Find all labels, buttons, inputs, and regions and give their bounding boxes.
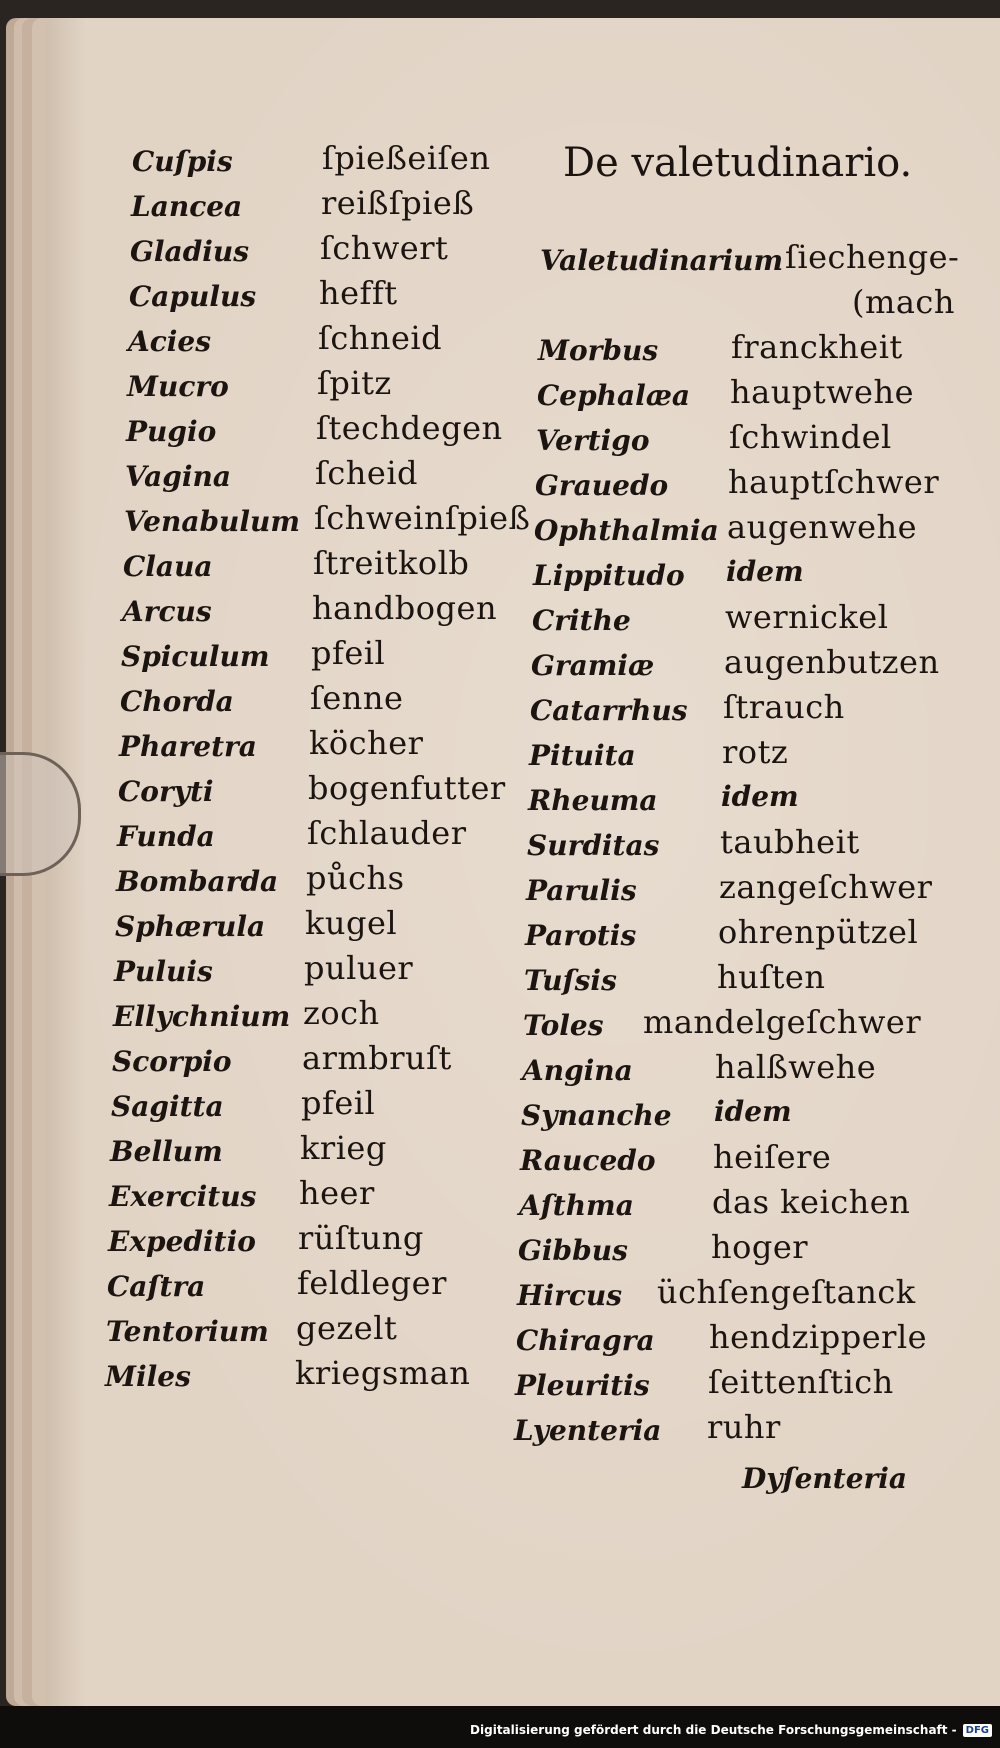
latin-term: Miles [105, 1360, 191, 1393]
latin-term: Venabulum [124, 505, 301, 538]
digitization-credit [470, 1720, 992, 1740]
german-translation: ſchweinſpieß [314, 499, 531, 537]
latin-term: Crithe [532, 604, 631, 637]
german-translation: ſiechenge- [785, 238, 960, 276]
german-translation: idem [721, 780, 799, 813]
latin-term: Lyenteria [514, 1414, 662, 1447]
german-translation: armbruſt [302, 1039, 452, 1077]
latin-term: Mucro [127, 370, 229, 403]
latin-term: Sphærula [115, 910, 266, 943]
german-translation: hefft [319, 274, 398, 312]
german-translation: feldleger [297, 1264, 447, 1302]
latin-term: Expeditio [108, 1225, 256, 1258]
latin-term: Sagitta [111, 1090, 224, 1123]
latin-term: Surditas [527, 829, 660, 862]
latin-term: Raucedo [520, 1144, 656, 1177]
german-translation: halßwehe [715, 1048, 877, 1086]
german-translation: krieg [300, 1129, 387, 1167]
german-translation: reißſpieß [321, 184, 475, 222]
german-translation: idem [726, 555, 804, 588]
latin-term: Spiculum [121, 640, 270, 673]
latin-term: Tentorium [106, 1315, 269, 1348]
german-translation: ſchwindel [729, 418, 892, 456]
latin-term: Parotis [525, 919, 637, 952]
german-translation: ſtreitkolb [313, 544, 470, 582]
latin-term: Lippitudo [533, 559, 685, 592]
latin-term: Grauedo [535, 469, 669, 502]
german-translation: augenbutzen [724, 643, 940, 681]
german-translation: hauptwehe [730, 373, 915, 411]
german-translation: kugel [305, 904, 398, 942]
latin-term: Funda [117, 820, 215, 853]
latin-term: Gramiæ [531, 649, 655, 682]
german-translation: mandelgeſchwer [643, 1003, 922, 1041]
latin-term: Valetudinarium [540, 244, 784, 277]
german-translation: zoch [303, 994, 380, 1032]
latin-term: Vertigo [536, 424, 650, 457]
latin-term: Rheuma [528, 784, 658, 817]
latin-term: Claua [123, 550, 213, 583]
german-translation: ſenne [310, 679, 404, 717]
latin-term: Exercitus [109, 1180, 257, 1213]
latin-term: Gibbus [518, 1234, 628, 1267]
german-translation: hendzipperle [709, 1318, 928, 1356]
german-translation: taubheit [720, 823, 860, 861]
latin-term: Angina [522, 1054, 633, 1087]
german-translation: ohrenpützel [718, 913, 919, 951]
german-translation: köcher [309, 724, 424, 762]
german-translation: ſcheid [315, 454, 419, 492]
german-translation: pfeil [311, 634, 386, 672]
german-translation: půchs [306, 859, 405, 897]
german-translation: heer [299, 1174, 375, 1212]
german-translation: bogenfutter [308, 769, 506, 807]
latin-term: Caſtra [107, 1270, 206, 1303]
german-translation: ſeittenſtich [708, 1363, 894, 1401]
latin-term: Scorpio [112, 1045, 232, 1078]
german-translation: ruhr [707, 1408, 781, 1446]
german-translation: ſpießeiſen [322, 139, 491, 177]
latin-term: Aſthma [519, 1189, 634, 1222]
german-translation: idem [714, 1095, 792, 1128]
latin-term: Pituita [529, 739, 636, 772]
german-translation: franckheit [731, 328, 903, 366]
latin-term: Pharetra [119, 730, 257, 763]
german-translation: üchſengeſtanck [657, 1273, 916, 1311]
latin-term: Ellychnium [113, 1000, 291, 1033]
german-translation: hoger [711, 1228, 809, 1266]
german-translation: wernickel [725, 598, 889, 636]
latin-term: Pugio [126, 415, 217, 448]
latin-term: Synanche [521, 1099, 672, 1132]
german-translation: gezelt [296, 1309, 398, 1347]
dfg-logo: DFG [963, 1724, 992, 1737]
german-translation: kriegsman [295, 1354, 471, 1392]
latin-term: Parulis [526, 874, 637, 907]
latin-term: Chiragra [516, 1324, 655, 1357]
german-translation: handbogen [312, 589, 498, 627]
latin-term: Gladius [130, 235, 250, 268]
german-translation: zangeſchwer [719, 868, 933, 906]
section-heading: De valetudinario. [563, 140, 913, 186]
latin-term: Tuſsis [524, 964, 617, 997]
latin-term: Morbus [538, 334, 659, 367]
latin-term: Cuſpis [132, 145, 233, 178]
german-translation: ſchlauder [307, 814, 467, 852]
german-translation: rüſtung [298, 1219, 424, 1257]
latin-term: Chorda [120, 685, 234, 718]
german-translation: ſchwert [320, 229, 449, 267]
german-translation: heiſere [713, 1138, 832, 1176]
latin-term: Toles [523, 1009, 604, 1042]
german-translation: ſtechdegen [316, 409, 503, 447]
latin-term: Ophthalmia [534, 514, 719, 547]
latin-term: Pleuritis [515, 1369, 650, 1402]
latin-term: Puluis [114, 955, 213, 988]
german-translation: ſchneid [318, 319, 443, 357]
latin-term: Bellum [110, 1135, 223, 1168]
latin-term: Arcus [122, 595, 212, 628]
german-translation: das keichen [712, 1183, 911, 1221]
german-translation: ſpitz [317, 364, 392, 402]
german-translation: rotz [722, 733, 789, 771]
latin-term: Bombarda [116, 865, 279, 898]
german-translation: pfeil [301, 1084, 376, 1122]
german-translation: huſten [717, 958, 826, 996]
latin-term: Capulus [129, 280, 257, 313]
latin-term: Cephalæa [537, 379, 691, 412]
german-translation: augenwehe [727, 508, 918, 546]
latin-term: Vagina [125, 460, 232, 493]
latin-term: Lancea [131, 190, 243, 223]
latin-term: Coryti [118, 775, 214, 808]
latin-term: Catarrhus [530, 694, 688, 727]
latin-term: Acies [128, 325, 211, 358]
credit-text: Digitalisierung gefördert durch die Deutsche Forschungsgemeinschaft - [470, 1723, 957, 1737]
german-translation: ſtrauch [723, 688, 845, 726]
catchword: Dyſenteria [742, 1462, 908, 1495]
german-translation: puluer [304, 949, 414, 987]
german-translation: hauptſchwer [728, 463, 940, 501]
german-translation: (mach [852, 283, 955, 321]
latin-term: Hircus [517, 1279, 623, 1312]
